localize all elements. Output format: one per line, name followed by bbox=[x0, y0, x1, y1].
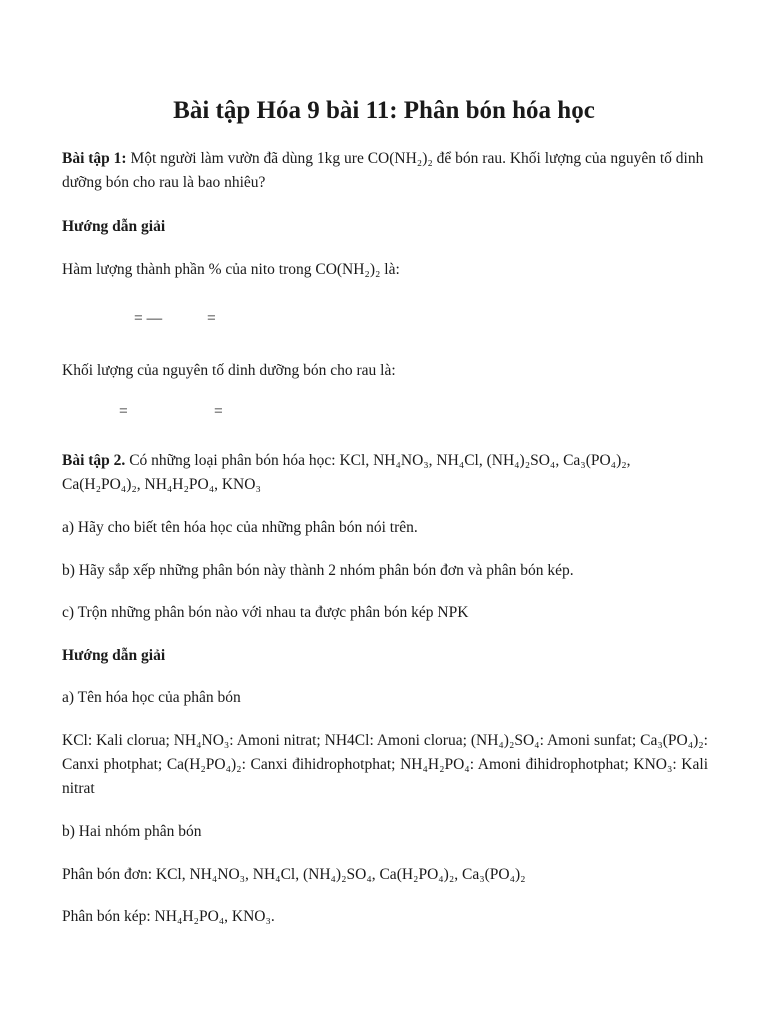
guide-heading-2: Hướng dẫn giải bbox=[62, 647, 166, 664]
exercise-2-text: Có những loại phân bón hóa học: KCl, NH₄NO₃, NH₄Cl, (NH₄)₂SO₄, Ca₃(PO₄)₂, Ca(H₂PO₄)₂, NH₄H₂PO₄, KNO₃ bbox=[62, 452, 631, 493]
question-c: c) Trộn những phân bón nào với nhau ta được phân bón kép NPK bbox=[62, 604, 469, 621]
nutrient-mass-line: Khối lượng của nguyên tố dinh dưỡng bón cho rau là: bbox=[62, 362, 396, 379]
exercise-2-label: Bài tập 2. bbox=[62, 452, 126, 469]
page-title: Bài tập Hóa 9 bài 11: Phân bón hóa học bbox=[173, 97, 595, 124]
exercise-2 bbox=[62, 449, 708, 497]
exercise-1 bbox=[62, 147, 708, 195]
equation-1-part-a: = — bbox=[134, 310, 163, 327]
guide-heading-1: Hướng dẫn giải bbox=[62, 218, 166, 235]
answer-a-body: KCl: Kali clorua; NH₄NO₃: Amoni nitrat; NH4Cl: Amoni clorua; (NH₄)₂SO₄: Amoni sunfat; Ca₃(PO₄)₂: Canxi photphat; Ca(H₂PO₄)₂: Canxi đihidrophotphat; NH₄H₂PO₄: Amoni đihidrophotphat; KNO₃: Kali nitrat bbox=[62, 732, 708, 797]
exercise-1-label: Bài tập 1: bbox=[62, 150, 127, 167]
question-a: a) Hãy cho biết tên hóa học của những phân bón nói trên. bbox=[62, 519, 418, 536]
exercise-1-text: Một người làm vườn đã dùng 1kg ure CO(NH₂)₂ để bón rau. Khối lượng của nguyên tố dinh dưỡng bón cho rau là bao nhiêu? bbox=[62, 150, 704, 191]
equation-2-part-a: = bbox=[119, 403, 128, 420]
compound-fertilizers: Phân bón kép: NH₄H₂PO₄, KNO₃. bbox=[62, 908, 275, 925]
equation-2-part-b: = bbox=[214, 403, 223, 420]
answer-b-heading: b) Hai nhóm phân bón bbox=[62, 823, 202, 840]
single-fertilizers: Phân bón đơn: KCl, NH₄NO₃, NH₄Cl, (NH₄)₂SO₄, Ca(H₂PO₄)₂, Ca₃(PO₄)₂ bbox=[62, 866, 526, 883]
answer-a-heading: a) Tên hóa học của phân bón bbox=[62, 689, 241, 706]
nitrogen-content-line: Hàm lượng thành phần % của nito trong CO(NH₂)₂ là: bbox=[62, 261, 400, 278]
equation-1-part-b: = bbox=[207, 310, 216, 327]
question-b: b) Hãy sắp xếp những phân bón này thành 2 nhóm phân bón đơn và phân bón kép. bbox=[62, 562, 574, 579]
